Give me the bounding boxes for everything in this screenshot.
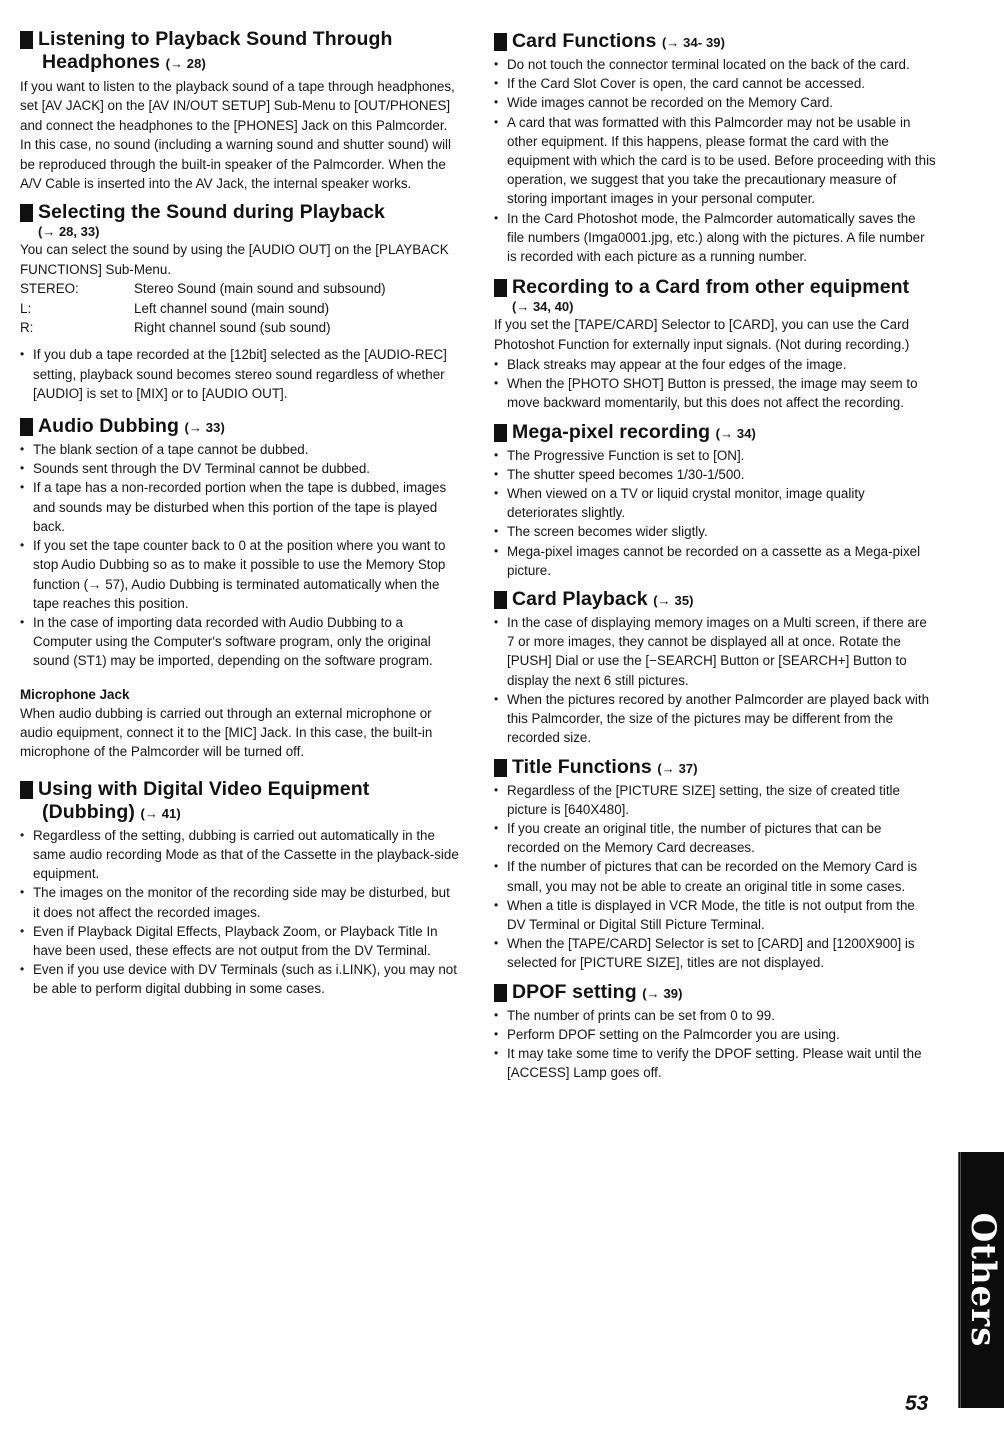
list-item: • Wide images cannot be recorded on the Memory Card. [494, 93, 936, 112]
list-item: • If the Card Slot Cover is open, the card cannot be accessed. [494, 74, 936, 93]
list-item: • If you set the tape counter back to 0 at the position where you want to stop Audio Dubbing so as to make it possible to use the Memory Stop function (→ 57), Audio Dubbing is terminated automatically when the tape reaches this position. [20, 536, 460, 613]
section-card-playback [494, 588, 936, 747]
bullet-list [20, 440, 460, 670]
section-heading: Recording to a Card from other equipment [494, 276, 936, 299]
bullet-list [494, 781, 936, 973]
heading-marker-icon [20, 31, 33, 49]
list-item: • Sounds sent through the DV Terminal cannot be dubbed. [20, 459, 460, 478]
section-mega-pixel-recording [494, 421, 936, 580]
list-item: • Regardless of the setting, dubbing is carried out automatically in the same audio recording Mode as that of the Cassette in the playback-side equipment. [20, 826, 460, 884]
section-recording-card-other-equipment [494, 276, 936, 412]
bullet-list [20, 345, 460, 403]
heading-marker-icon [494, 984, 507, 1002]
list-item: • Even if you use device with DV Terminals (such as i.LINK), you may not be able to perform digital dubbing in some cases. [20, 960, 460, 998]
section-card-functions [494, 30, 936, 266]
left-column [20, 28, 460, 1007]
table-row: R: Right channel sound (sub sound) [20, 320, 331, 336]
audio-mode-table [20, 279, 386, 337]
list-item: • In the case of displaying memory images on a Multi screen, if there are 7 or more images, they cannot be displayed all at once. Rotate the [PUSH] Dial or use the [−SEARCH] Button or [SEARCH+] Button to display the next 6 still pictures. [494, 613, 936, 690]
list-item: • In the Card Photoshot mode, the Palmcorder automatically saves the file numbers (Imga0001.jpg, etc.) along with the pictures. A file number is recorded with each picture as a running number. [494, 209, 936, 267]
list-item: • The blank section of a tape cannot be dubbed. [20, 440, 460, 459]
section-body: If you set the [TAPE/CARD] Selector to [CARD], you can use the Card Photoshot Function for externally input signals. (Not during recording.) [494, 317, 910, 352]
page-reference: (→ 34- 39) [661, 35, 726, 50]
side-tab-label: Others [962, 1212, 1003, 1348]
page-reference: (→ 35) [653, 593, 694, 609]
page-reference: (→ 37) [657, 760, 698, 776]
list-item: • If the number of pictures that can be recorded on the Memory Card is small, you may not be able to create an original title in some cases. [494, 857, 936, 895]
heading-marker-icon [20, 781, 33, 799]
list-item: • Black streaks may appear at the four edges of the image. [494, 355, 936, 374]
list-item: • A card that was formatted with this Palmcorder may not be usable in other equipment. If this happens, please format the card with the equipment with which the card is to be used. Before proceeding with this operation, we suggest that you take the precautionary measure of storing important images in your personal computer. [494, 113, 936, 209]
list-item: • When the [TAPE/CARD] Selector is set to [CARD] and [1200X900] is selected for [PICTURE SIZE], titles are not displayed. [494, 934, 936, 972]
list-item: • The screen becomes wider sligtly. [494, 522, 936, 541]
bullet-list [20, 826, 460, 999]
heading-marker-icon [494, 279, 507, 297]
section-listening-headphones [20, 28, 460, 193]
heading-marker-icon [494, 759, 507, 777]
list-item: • Even if Playback Digital Effects, Playback Zoom, or Playback Title In have been used, these effects are not output from the DV Terminal. [20, 922, 460, 960]
bullet-list [494, 55, 936, 266]
section-heading: Selecting the Sound during Playback [20, 201, 460, 224]
heading-marker-icon [20, 204, 33, 222]
section-heading: Title Functions (→ 37) [494, 756, 936, 780]
list-item: • The Progressive Function is set to [ON]. [494, 446, 936, 465]
table-row: L: Left channel sound (main sound) [20, 300, 330, 316]
list-item: • Perform DPOF setting on the Palmcorder you are using. [494, 1025, 936, 1044]
list-item: • The number of prints can be set from 0 to 99. [494, 1006, 936, 1025]
section-heading: DPOF setting (→ 39) [494, 981, 936, 1005]
list-item: • It may take some time to verify the DPOF setting. Please wait until the [ACCESS] Lamp goes off. [494, 1044, 936, 1082]
heading-marker-icon [20, 418, 33, 436]
subsection-body: When audio dubbing is carried out through an external microphone or audio equipment, connect it to the [MIC] Jack. In this case, the built-in microphone of the Palmcorder will be turned off. [20, 705, 433, 760]
list-item: • If you dub a tape recorded at the [12bit] selected as the [AUDIO-REC] setting, playback sound becomes stereo sound regardless of whether [AUDIO] is set to [MIX] or to [AUDIO OUT]. [20, 345, 460, 403]
page-reference: (→ 28) [165, 56, 206, 71]
section-digital-video-equipment [20, 778, 460, 999]
section-heading: Card Functions (→ 34- 39) [494, 30, 936, 54]
section-heading: Mega-pixel recording (→ 34) [494, 421, 936, 445]
section-title-functions [494, 756, 936, 973]
page-reference: (→ 33) [184, 420, 225, 436]
page-reference: (→ 34) [715, 425, 756, 441]
page-reference: (→ 34, 40) [512, 299, 574, 315]
list-item: • When a title is displayed in VCR Mode, the title is not output from the DV Terminal or Digital Still Picture Terminal. [494, 896, 936, 934]
bullet-list [494, 613, 936, 747]
subsection-title: Microphone Jack [20, 686, 130, 702]
bullet-list [494, 1006, 936, 1083]
bullet-list [494, 446, 936, 580]
list-item: • When viewed on a TV or liquid crystal monitor, image quality deteriorates slightly. [494, 484, 936, 522]
list-item: • The images on the monitor of the recording side may be disturbed, but it does not affect the recorded images. [20, 883, 460, 921]
bullet-list [494, 355, 936, 413]
page-reference: (→ 39) [642, 985, 683, 1001]
page-reference: (→ 41) [140, 805, 181, 821]
heading-marker-icon [494, 591, 507, 609]
section-heading: Card Playback (→ 35) [494, 588, 936, 612]
section-heading: Using with Digital Video Equipment (Dubbing) (→ 41) [20, 778, 460, 825]
heading-marker-icon [494, 33, 507, 51]
section-audio-dubbing [20, 415, 460, 762]
list-item: • When the pictures recored by another Palmcorder are played back with this Palmcorder, the size of the pictures may be different from the recorded size. [494, 690, 936, 748]
side-tab [958, 1152, 1004, 1408]
list-item: • If a tape has a non-recorded portion when the tape is dubbed, images and sounds may be disturbed when this portion of the tape is played back. [20, 478, 460, 536]
page-reference: (→ 28, 33) [38, 224, 100, 240]
section-body: You can select the sound by using the [AUDIO OUT] on the [PLAYBACK FUNCTIONS] Sub-Menu. [20, 242, 449, 277]
heading-marker-icon [494, 424, 507, 442]
list-item: • Regardless of the [PICTURE SIZE] setting, the size of created title picture is [640X480]. [494, 781, 936, 819]
list-item: • In the case of importing data recorded with Audio Dubbing to a Computer using the Computer's software program, only the original sound (ST1) may be imported, depending on the software program. [20, 613, 460, 671]
list-item: • The shutter speed becomes 1/30-1/500. [494, 465, 936, 484]
section-selecting-sound [20, 201, 460, 403]
section-dpof-setting [494, 981, 936, 1083]
table-row: STEREO: Stereo Sound (main sound and subsound) [20, 281, 386, 297]
right-column [494, 30, 936, 1090]
section-heading: Audio Dubbing (→ 33) [20, 415, 460, 439]
section-heading: Listening to Playback Sound Through Headphones (→ 28) [20, 28, 460, 75]
page-number: 53 [905, 1392, 929, 1415]
list-item: • Mega-pixel images cannot be recorded on a cassette as a Mega-pixel picture. [494, 542, 936, 580]
list-item: • When the [PHOTO SHOT] Button is pressed, the image may seem to move backward momentarily, but this does not affect the recording. [494, 374, 936, 412]
list-item: • Do not touch the connector terminal located on the back of the card. [494, 55, 936, 74]
list-item: • If you create an original title, the number of pictures that can be recorded on the Memory Card decreases. [494, 819, 936, 857]
section-body: If you want to listen to the playback sound of a tape through headphones, set [AV JACK] on the [AV IN/OUT SETUP] Sub-Menu to [OUT/PHONES] and connect the headphones to the [PHONES] Jack on this Palmcorder. In this case, no sound (including a warning sound and shutter sound) will be reproduced through the built-in speaker of the Palmcorder. When the A/V Cable is inserted into the AV Jack, the internal speaker works. [20, 79, 455, 192]
